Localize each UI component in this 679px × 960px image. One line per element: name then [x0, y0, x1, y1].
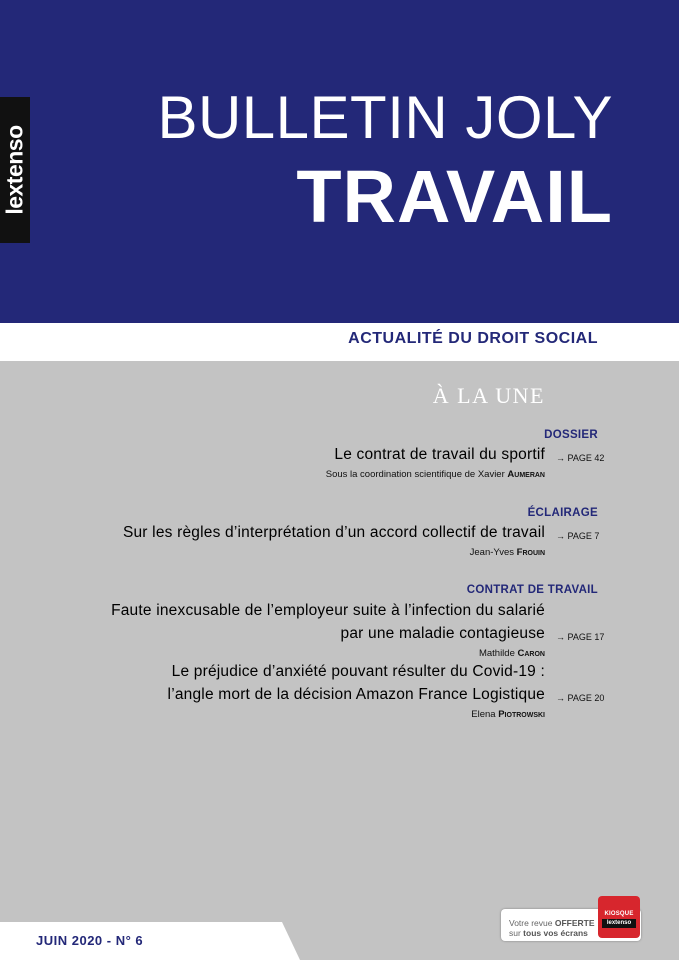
promo-line-2	[509, 928, 588, 938]
article-title-line1[interactable]: Le préjudice d’anxiété pouvant résulter du Covid-19 :	[171, 663, 545, 680]
kiosk-brand: lextenso	[602, 919, 636, 928]
author-prefix: Jean-Yves	[469, 547, 517, 558]
section-heading: À LA UNE	[432, 383, 545, 408]
article-author	[326, 469, 545, 480]
author-lastname: Caron	[517, 648, 545, 659]
kiosk-label: KIOSQUE	[604, 911, 634, 917]
author-prefix: Sous la coordination scientifique de Xavier	[325, 469, 508, 480]
article-title-line2[interactable]: l’angle mort de la décision Amazon France Logistique	[167, 686, 545, 703]
promo-emphasis: OFFERTE	[554, 918, 595, 928]
article-title[interactable]: Sur les règles d’interprétation d’un accord collectif de travail	[122, 524, 545, 541]
author-prefix: Mathilde	[478, 648, 518, 659]
page-reference[interactable]: → PAGE 20	[556, 693, 605, 703]
page-reference[interactable]: → PAGE 42	[556, 453, 605, 463]
author-lastname: Aumeran	[507, 469, 545, 480]
promo-text: Votre revue	[509, 918, 555, 928]
author-lastname: Piotrowski	[498, 709, 545, 720]
author-prefix: Elena	[471, 709, 499, 720]
article-author	[471, 709, 545, 720]
journal-title-line1: BULLETIN JOLY	[157, 84, 613, 151]
category-contrat-de-travail: CONTRAT DE TRAVAIL	[466, 584, 598, 596]
page-reference[interactable]: → PAGE 17	[556, 632, 605, 642]
journal-title-line2: TRAVAIL	[296, 155, 613, 238]
page-reference[interactable]: → PAGE 7	[556, 531, 600, 541]
article-title[interactable]: Le contrat de travail du sportif	[334, 446, 545, 463]
brand-logo: lextenso	[1, 125, 28, 215]
article-author	[470, 547, 545, 558]
promo-line-1	[509, 918, 595, 928]
kiosk-logo[interactable]	[598, 896, 640, 938]
author-lastname: Frouin	[516, 547, 545, 558]
promo-emphasis: tous vos écrans	[523, 928, 588, 938]
article-title-line2[interactable]: par une maladie contagieuse	[340, 625, 545, 642]
category-eclairage: ÉCLAIRAGE	[527, 507, 598, 519]
article-title-line1[interactable]: Faute inexcusable de l’employeur suite à l’infection du salarié	[111, 602, 545, 619]
issue-date-number: JUIN 2020 - N° 6	[36, 933, 144, 948]
promo-text: sur	[509, 928, 524, 938]
article-author	[479, 648, 545, 659]
journal-subtitle: ACTUALITÉ DU DROIT SOCIAL	[348, 330, 598, 347]
category-dossier: DOSSIER	[544, 429, 598, 441]
